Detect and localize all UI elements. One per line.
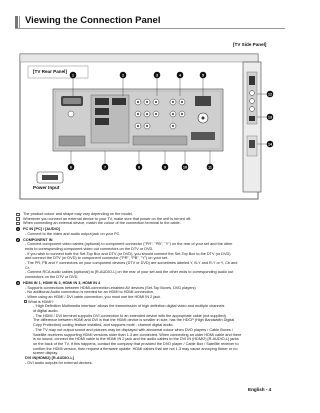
section-1-title: 1 PC IN [PC] / [AUDIO] (17, 227, 60, 232)
callout-10: 10 (183, 165, 187, 170)
section-2-line: and connect the DTV (or DVD) to component connector ("PR", "PB", "Y") on your set. (25, 256, 169, 261)
power-input-label: Power Input (33, 185, 60, 190)
callout-8: 8 (138, 165, 140, 170)
callout-1: 1 (72, 73, 74, 78)
section-2-line: - Connect RCA audio cables (optional) to [R-AUDIO-L] on the rear of your set and the other ends to corresponding audio out (25, 270, 234, 275)
section-3-line: - Supports connections between HDMI-connection-enabled AV devices (Set-Top Boxes, DVD players) (25, 285, 196, 290)
hdmi-answer-line: on the back of the TV. If this happens, contact the company that provided the DVD player / Cable Box / Satellite receiver to (33, 341, 239, 346)
section-2-line: connectors on the DTV or DVD. (25, 275, 79, 280)
callout-11: 11 (208, 165, 212, 170)
note-1: The product colour and shape may vary depending on the model. (16, 212, 286, 217)
callout-14: 14 (268, 142, 272, 147)
note-icon (16, 217, 20, 221)
note-icon (16, 222, 20, 226)
connection-panel-diagram (15, 32, 285, 212)
note-icon (16, 213, 20, 217)
page-footer: English - 4 (248, 387, 272, 392)
callout-5: 5 (202, 73, 204, 78)
title-accent-line (19, 16, 20, 28)
hdmi-answer-line: - The TV may not output sound and pictures may be displayed with abnormal colour when DVD players / Cable Boxes / (33, 327, 233, 332)
section-3-line: - When using an HDMI / DVI cable connection, you must use the HDMI IN 2 jack. (25, 294, 162, 299)
section-3-title: 3 HDMI IN 1, HDMI IN 2, HDMI IN 3, HDMI IN 4 (17, 280, 101, 286)
hdmi-answer-line: is no sound, connect the HDMI cable to the HDMI IN 2 jack and the audio cables to the DVI IN (HDMI2) [R-AUDIO-L] jacks (33, 337, 239, 342)
callout-6: 6 (70, 165, 72, 170)
section-2-line: - The PR, PB and Y connectors on your component devices (DTV or DVD) are sometimes labeled Y, B-Y and R-Y or Y, Cb and (25, 261, 238, 266)
callout-9: 9 (164, 165, 166, 170)
hdmi-question: What is HDMI? (16, 300, 286, 305)
section-2-title: 2 COMPONENT IN (17, 237, 53, 242)
hdmi-answer-line: screen display. (33, 351, 59, 356)
section-2-number: 2 (17, 237, 19, 242)
callout-4: 4 (179, 73, 181, 78)
dvi-line: - DVI audio outputs for external devices. (25, 360, 93, 365)
hdmi-answer-line: confirm the HDMI version, then request a firmware update. HDMI cables that are not 1.3 may cause annoying flicker or no (33, 346, 238, 351)
section-2-line: - If you wish to connect both the Set-Top Box and DTV (or DVD), you should connect the Set-Top Box to the DTV (or DVD) (25, 251, 231, 256)
title-accent-bar (15, 16, 18, 28)
section-2-line: ends to corresponding component video out connectors on the DTV or DVD. (25, 246, 154, 251)
section-3-number: 3 (17, 281, 19, 286)
callout-12: 12 (268, 92, 272, 97)
hdmi-answer-line: Copy Protection) coding feature installed, and supports multi - channel digital audio. (33, 323, 174, 328)
callout-7: 7 (104, 165, 106, 170)
question-icon (24, 300, 27, 303)
dvi-title: DVI IN(HDMI2) [R-AUDIO-L] (25, 356, 74, 361)
side-panel-label: [TV Side Panel] (233, 42, 267, 47)
hdmi-answer-line: of digital audio. (33, 309, 59, 314)
note-2: Whenever you connect an external device to your TV, make sure that power on the unit is turned off. (16, 217, 286, 222)
section-1-line: - Connect to the video and audio output jack on your PC. (25, 231, 121, 236)
description-text (16, 212, 286, 366)
hdmi-answer-line: The difference between HDMI and DVI is that the HDMI device is smaller in size, has the HDCP (High Bandwidth Digital (33, 318, 235, 323)
rear-panel-label: [TV Rear Panel] (33, 69, 67, 74)
page-title-bar (15, 16, 285, 29)
callout-13: 13 (268, 115, 272, 120)
note-3: When connecting an external device, match the colour of the connection terminal to the cable. (16, 221, 286, 226)
callout-2: 2 (122, 73, 124, 78)
section-2-line: - Connect component video cables (optional) to component connector ("PR", "PB", "Y") on the rear of your set and the other (25, 242, 233, 247)
section-2-line: Cr. (25, 265, 30, 270)
page-title: Viewing the Connection Panel (25, 15, 161, 26)
callout-3: 3 (156, 73, 158, 78)
hdmi-answer-line: Satellite receivers supporting HDMI versions older than 1.3 are connected. When connecting an older HDMI cable and there (33, 332, 242, 337)
section-3-line: - No additional Audio connection is needed for an HDMI to HDMI connection. (25, 290, 154, 295)
hdmi-answer-line: - The HDMI / DVI terminal supports DVI connection to an extended device with the appropriate cable (not supplied). (33, 313, 227, 318)
section-1-number: 1 (17, 227, 19, 232)
hdmi-answer-line: - 'High Definition Multimedia interface' allows the transmission of high definition digital video and multiple channels (33, 304, 225, 309)
